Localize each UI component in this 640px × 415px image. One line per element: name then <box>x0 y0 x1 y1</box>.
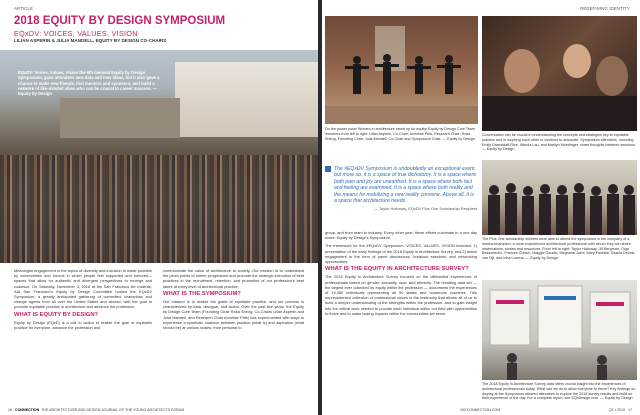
conversation-caption: Conversation can be crucial in understanding the concepts and strategies key to equitable practice and in inspiring each other to continue to advocate. Symposium attendees, including Emily Grandstaff-Rice, Wanda Lau, and Marilyn Moedinger, share thoughts between sessions. — Equity by Design <box>482 133 636 152</box>
article-subtitle: EQxDV: VOICES, VALUES, VISION <box>14 29 138 38</box>
body-paragraph: Our mission is to realize the goals of equitable practice, and our process is characterized by data, dialogue, and action. Over the past five years, the Equity by Design Core Team (Founding Chair Rosa Sheng, Co-Chairs Lilian Asperin and Julia Mandell, and Research Chair Annelise Pitts) has experimented with ways to experience a symbiotic cadence between practice (what is) and aspiration (what should be) at various scales, from personal to <box>163 299 304 331</box>
left-column-2 <box>163 268 304 333</box>
survey-caption: The 2018 Equity in Architecture Survey data offers crucial insight into the experiences of architectural professionals today. What can we do to allow everyone to thrive? Key findings on display at the Symposium allowed attendees to explore the 2018 survey results and build on their experience of the day. For a complete report, see EQxDesign.com. — Equity by Design <box>482 382 636 401</box>
dancers-caption: Do the power pose! Women in architecture stand up for equity! Equity by Design Core Team members from left to right: Lilian Asperin, Co-Chair; Annelise Pitts, Research Chair; Rosa Sheng, Founding Chair; Julia Mandell, Co-Chair and Symposium Chair. — Equity by Design <box>325 127 475 141</box>
group-photo-caption: EQxDV: Voices, Values, Vision the 6th biennial Equity by Design Symposium, gave attendees new data and new ideas, but it also gave a chance to make new friends, find mentors and sponsors, and build a network of like-minded allies who can be crucial to career success. — Equity by Design <box>18 70 160 97</box>
left-page <box>0 0 318 415</box>
body-paragraph: The 2018 Equity in Architecture Survey focused on the differential experiences of professionals based on gender, sexuality, race, and ethnicity. The resulting data set — the largest ever collected on equity within the profession — documents the experiences of 14,360 individuals representing all 50 states and numerous countries. This unprecedented collection of professional voices is the testimony that allows all of us to build a deeper understanding of the strengths within the profession, and to gain insight into the critical work needed to provide each individual within our field with opportunities to thrive and to make lasting impacts within the communities we serve. <box>325 274 477 316</box>
intro-paragraph: Meaningful engagement in the topics of diversity and inclusion is made possible by communities and forums in which people feel supported and honored—spaces that allow for authentic and divergent perspectives to emerge and coalesce. On Saturday, November 3, 2018 at the San Francisco Art Institute, AIA San Francisco's Equity by Design Committee hosted the EQxDV Symposium, a greatly anticipated gathering of committed champions and change agents from all over the United States and abroad, with the goal to promote equitable practice in architecture and advance the profession. <box>14 268 152 310</box>
section-label: REDEFINING IDENTITY <box>580 6 630 11</box>
right-footer-web: YAFCONNECTION.COM <box>460 408 501 412</box>
dancers-photo <box>325 16 478 124</box>
footer-tagline: THE ARCHITECTURE AND DESIGN JOURNAL OF THE YOUNG ARCHITECTS FORUM <box>41 408 185 412</box>
intro-paragraph: group, and from team to industry. Every other year, these efforts culminate in a one day event: Equity by Design's Symposium. <box>325 230 477 241</box>
right-footer <box>609 408 632 412</box>
heading-what-is-symposium: WHAT IS THE SYMPOSIUM? <box>163 290 241 297</box>
conversation-photo <box>482 16 637 131</box>
page-number: 16 <box>8 408 12 412</box>
scholars-caption: The Plus One scholarship winners were able to attend the symposium in the company of a mentor/champion, a more experienced architectural professional with whom they can share observations, stories and resources. From left to right: Taylor Holloway, Jill Bergman, Olga Bessonenko, Frances Chiouh, Maggie Gaudio, Meghana Joshi, Mary Fantaldi, Saskia Dennis van Dijl, and Irina Lucena. — Equity by Design <box>482 237 635 261</box>
framework-paragraph: The framework for the #EQxDV Symposium: VOICES, VALUES, VISION included: 1) presentation of the early findings of the 2018 Equity in Architecture Survey, and 2) active engagement in the form of panel discussions, breakout sessions, and networking opportunities. <box>325 243 477 265</box>
brand-logo: CONNECTION <box>15 408 40 412</box>
quote-mark-icon <box>325 166 331 172</box>
right-page <box>322 0 640 415</box>
body-paragraph: Equity by Design (EQxD) is a call to action to realize the goal of equitable practice for everyone, advance the profession and <box>14 319 152 331</box>
conversation-figures <box>482 16 637 131</box>
scholars-figures <box>482 160 637 235</box>
intro-paragraph: communicate the value of architecture to society. Our mission is to understand the pinch points of career progression and promote the strategic execution of best practices in the recruitment, retention, and promotion of our profession's best talent at every level of architectural practice. <box>163 268 304 289</box>
pull-quote <box>325 166 477 211</box>
heading-what-is-survey: WHAT IS THE EQUITY IN ARCHITECTURE SURVEY? <box>325 266 469 273</box>
pull-quote-attribution: — Taylor Holloway, EQxDV Plus One Scholarship Recipient <box>374 206 477 212</box>
page-number: 17 <box>628 408 632 412</box>
photo-building <box>175 62 318 137</box>
survey-photo <box>482 280 637 380</box>
left-footer <box>8 408 184 412</box>
section-label: ARTICLE <box>14 6 34 11</box>
left-column-1 <box>14 268 152 333</box>
right-column-1 <box>325 230 477 319</box>
issue-label: Q1 • 2019 <box>608 408 625 412</box>
survey-panels <box>482 280 637 380</box>
dancers-figures <box>325 16 478 124</box>
pull-quote-text: The #EQxDV Symposium is undoubtedly an exceptional event, but more so, it is a space of true dichotomy. It is a space where both pain and joy are unearthed. It is a space where both fact and feeling are examined. It is a space where both reality and the means for mobilizing a new reality convene. Above all, it is a space that architecture needs. <box>334 166 477 205</box>
photo-crowd <box>0 155 318 263</box>
article-title: 2018 EQUITY BY DESIGN SYMPOSIUM <box>14 15 226 27</box>
heading-what-is-eqxd: WHAT IS EQUITY BY DESIGN? <box>14 311 99 318</box>
scholars-photo <box>482 160 637 235</box>
article-byline: LILIAN ASPERIN & JULIA MANDELL, EQUITY BY DESIGN CO-CHAIRS <box>14 38 167 43</box>
photo-building-lower <box>60 98 180 138</box>
